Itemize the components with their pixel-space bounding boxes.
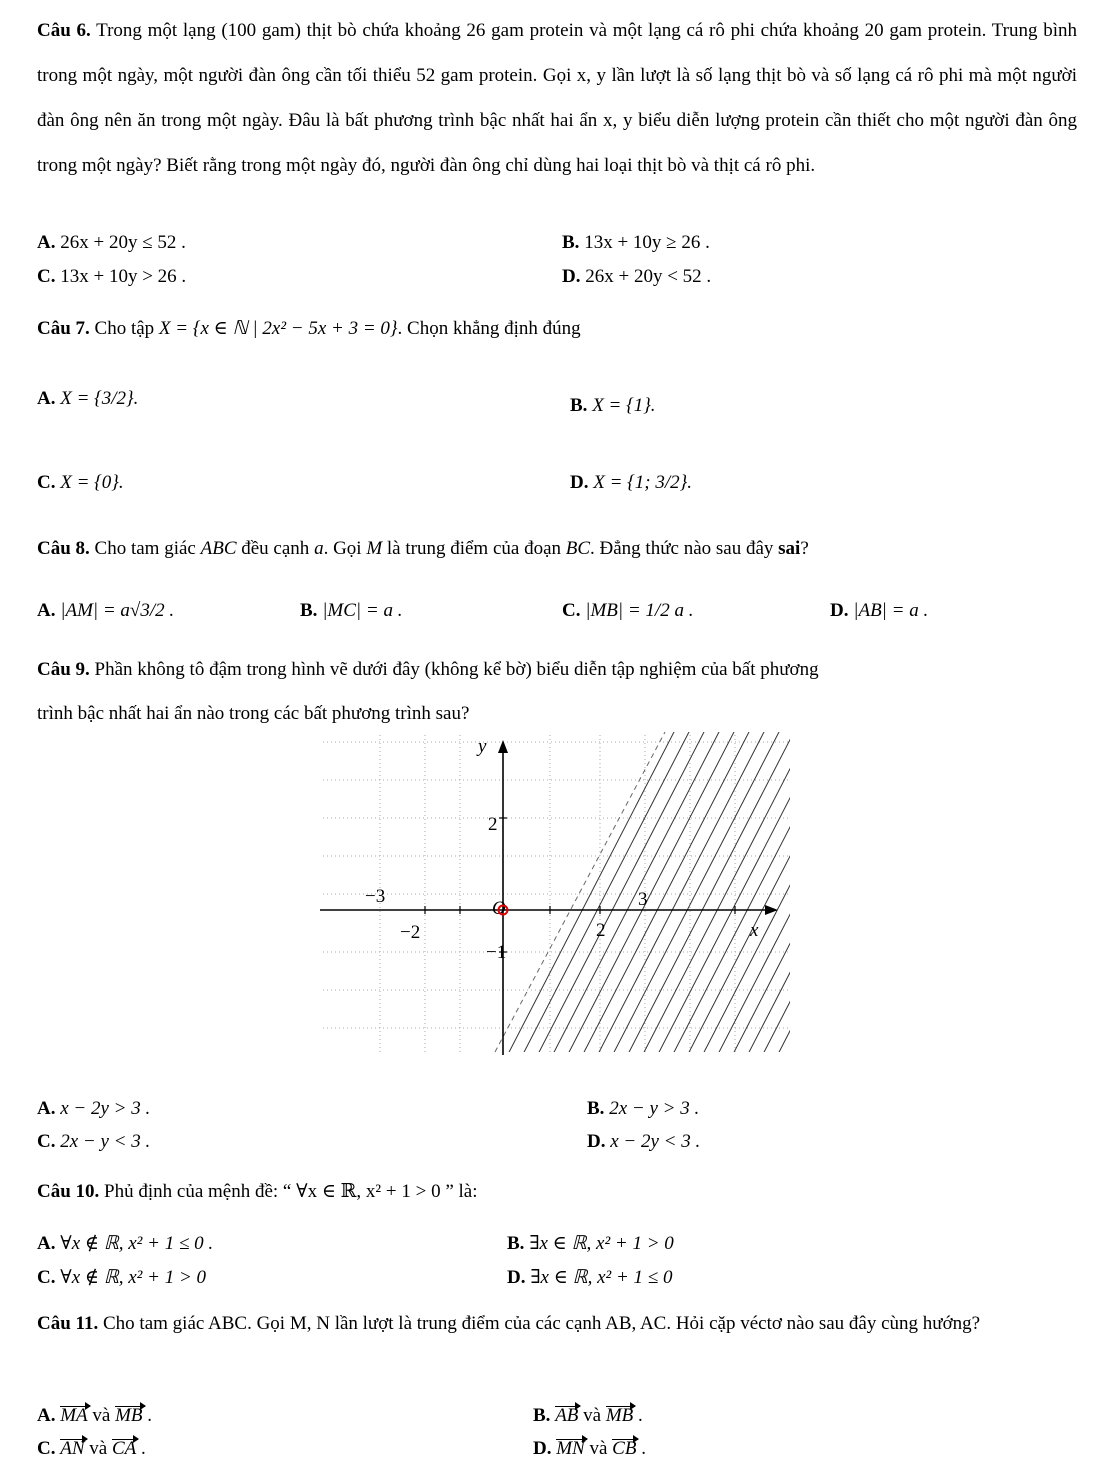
question-6 [37,8,1077,188]
option-a: A. X = {3/2}. [37,388,139,409]
svg-text:−3: −3 [365,886,386,907]
option-c: C. AN và CA . [37,1438,146,1459]
option-c: C. ∀x ∉ ℝ, x² + 1 > 0 [37,1267,207,1288]
question-7: Câu 7. Cho tập X = {x ∈ ℕ | 2x² − 5x + 3 = 0}. Chọn khẳng định đúng [37,318,581,339]
option-d: D. MN và CB . [533,1438,646,1459]
svg-text:O: O [492,898,506,919]
inequality-graph [310,730,800,1060]
question-10: Câu 10. Phủ định của mệnh đề: “ ∀x ∈ ℝ, x² + 1 > 0 ” là: [37,1181,478,1202]
svg-text:3: 3 [638,889,648,910]
option-b: B. ∃x ∈ ℝ, x² + 1 > 0 [507,1233,674,1254]
option-a: A. 26x + 20y ≤ 52 . [37,232,186,253]
option-d: D. x − 2y < 3 . [587,1131,701,1152]
option-b: B. 2x − y > 3 . [587,1098,700,1119]
option-c: C. 13x + 10y > 26 . [37,266,187,287]
set-expression: X = {x ∈ ℕ | 2x² − 5x + 3 = 0} [158,318,398,339]
svg-text:−1: −1 [486,942,507,963]
option-d: D. |AB| = a . [830,600,929,621]
question-8: Câu 8. Cho tam giác ABC đều cạnh a. Gọi M là trung điểm của đoạn BC. Đẳng thức nào sau đây sai? [37,538,809,559]
option-b: B. |MC| = a . [300,600,403,621]
option-a: A. x − 2y > 3 . [37,1098,151,1119]
x-axis-label: x [750,920,759,941]
option-b: B. X = {1}. [570,395,656,416]
option-b: B. 13x + 10y ≥ 26 . [562,232,710,253]
question-label: Câu 6. [37,20,91,41]
option-a: A. MA và MB . [37,1405,153,1426]
document-page: Câu 6. Trong một lạng (100 gam) thịt bò chứa khoảng 26 gam protein và một lạng cá rô phi chứa khoảng 20 gam protein. Trung bình trong một ngày, một người đàn ông cần tối thiểu 52 gam protein. Gọi x, y lần lượt là số lạng thịt bò và số lạng cá rô phi mà một người đàn ông nên ăn trong một ngày. Đâu là bất phương trình bậc nhất hai ẩn x, y biểu diễn lượng protein cần thiết cho một người đàn ông trong một ngày? Biết rằng trong một ngày đó, người đàn ông chỉ dùng hai loại thịt bò và thịt cá rô phi. A. 26x + 20y ≤ 52 . B. 13x + 10y ≥ 26 . C. 13x + 10y > 26 . D. 26x + 20y < 52 . Câu 7. Cho tập X = {x ∈ ℕ | 2x² − 5x + 3 = 0}. Chọn khẳng định đúng A. X = {3/2}. B. X = {1}. C. X = {0}. D. X = {1; 3/2}. Câu 8. Cho tam giác ABC đều cạnh a. Gọi M là trung điểm của đoạn BC. Đẳng thức nào sau đây sai? A. |AM| = a√3/2 . B. |MC| = a . C. |MB| = 1/2 a . D. |AB| = a . Câu 9. Phần không tô đậm trong hình vẽ dưới đây (không kể bờ) biểu diễn tập nghiệm của bất phương trình bậc nhất hai ẩn nào trong các bất phương trình sau? y x 2 −3 −2 O 2 3 −1 A. x − 2y > 3 . B. 2x − y > 3 . C. 2x − y < 3 . D. x − 2y < 3 . Câu 10. Phủ định của mệnh đề: “ ∀x ∈ ℝ, x² + 1 > 0 ” là: A. ∀x ∉ ℝ, x² + 1 ≤ 0 . B. ∃x ∈ ℝ, x² + 1 > 0 C. ∀x ∉ ℝ, x² + 1 > 0 D. ∃x ∈ ℝ, x² + 1 ≤ 0 Câu 11. Cho tam giác ABC. Gọi M, N lần lượt là trung điểm của các cạnh AB, AC. Hỏi cặp véctơ nào sau đây cùng hướng? A. MA và MB . B. AB và MB . C. AN và CA . D. MN và CB . [0,0,1111,1477]
svg-text:2: 2 [596,920,606,941]
option-a: A. ∀x ∉ ℝ, x² + 1 ≤ 0 . [37,1233,214,1254]
option-c: C. X = {0}. [37,472,124,493]
svg-text:2: 2 [488,814,498,835]
y-axis-label: y [478,736,487,757]
question-9: Câu 9. Phần không tô đậm trong hình vẽ dưới đây (không kể bờ) biểu diễn tập nghiệm của bất phương [37,659,819,680]
option-d: D. ∃x ∈ ℝ, x² + 1 ≤ 0 [507,1267,673,1288]
option-a: A. |AM| = a√3/2 . [37,600,175,621]
svg-text:−2: −2 [400,922,421,943]
question-11: Câu 11. Cho tam giác ABC. Gọi M, N lần lượt là trung điểm của các cạnh AB, AC. Hỏi cặp véctơ nào sau đây cùng hướng? [37,1313,981,1334]
question-text: Trong một lạng (100 gam) thịt bò chứa khoảng 26 gam protein và một lạng cá rô phi chứa khoảng 20 gam protein. Trung bình trong một ngày, một người đàn ông cần tối thiểu 52 gam protein. Gọi x, y lần lượt là số lạng thịt bò và số lạng cá rô phi mà một người đàn ông nên ăn trong một ngày. Đâu là bất phương trình bậc nhất hai ẩn x, y biểu diễn lượng protein cần thiết cho một người đàn ông trong một ngày? Biết rằng trong một ngày đó, người đàn ông chỉ dùng hai loại thịt bò và thịt cá rô phi. [37,20,1077,176]
option-d: D. 26x + 20y < 52 . [562,266,712,287]
option-d: D. X = {1; 3/2}. [570,472,692,493]
option-c: C. 2x − y < 3 . [37,1131,151,1152]
option-c: C. |MB| = 1/2 a . [562,600,694,621]
option-b: B. AB và MB . [533,1405,643,1426]
